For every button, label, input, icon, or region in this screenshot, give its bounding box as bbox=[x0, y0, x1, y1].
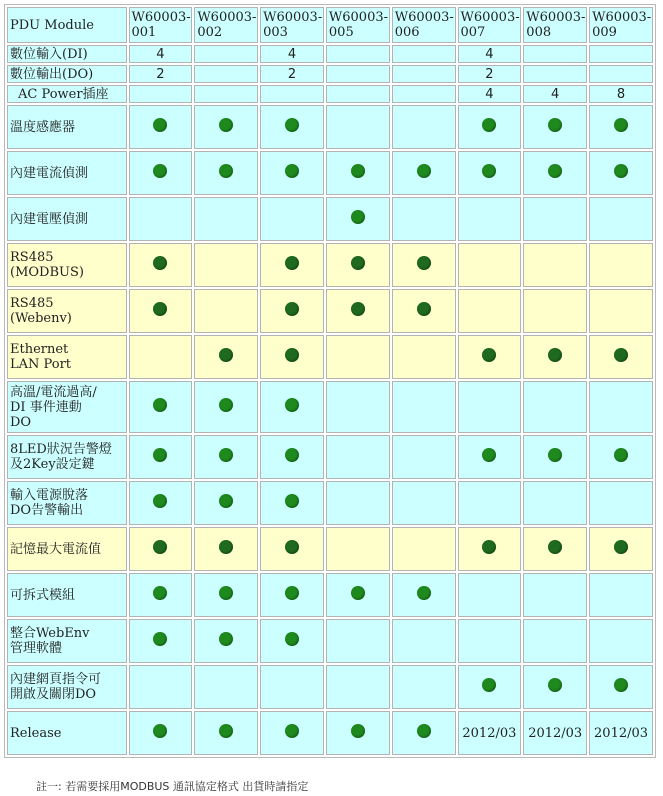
filled-circle-icon bbox=[153, 256, 167, 270]
feature-row bbox=[7, 711, 653, 755]
supported-cell bbox=[260, 289, 324, 333]
filled-circle-icon bbox=[285, 494, 299, 508]
filled-circle-icon bbox=[614, 164, 628, 178]
filled-circle-icon bbox=[351, 164, 365, 178]
filled-circle-icon bbox=[153, 494, 167, 508]
model-header-w60003-002: W60003-002 bbox=[194, 7, 258, 43]
empty-cell bbox=[458, 481, 522, 525]
release-date-cell: 2012/03 bbox=[589, 711, 653, 755]
filled-circle-icon bbox=[153, 118, 167, 132]
supported-cell bbox=[129, 573, 193, 617]
feature-label: AC Power插座 bbox=[7, 85, 127, 103]
empty-cell bbox=[326, 105, 390, 149]
release-date-cell: 2012/03 bbox=[458, 711, 522, 755]
empty-cell bbox=[458, 381, 522, 433]
empty-cell bbox=[260, 665, 324, 709]
filled-circle-icon bbox=[285, 632, 299, 646]
empty-cell bbox=[589, 243, 653, 287]
empty-cell bbox=[129, 197, 193, 241]
supported-cell bbox=[194, 381, 258, 433]
supported-cell bbox=[260, 619, 324, 663]
empty-cell bbox=[326, 435, 390, 479]
supported-cell bbox=[194, 619, 258, 663]
filled-circle-icon bbox=[153, 724, 167, 738]
filled-circle-icon bbox=[285, 164, 299, 178]
supported-cell bbox=[194, 527, 258, 571]
value-cell: 4 bbox=[458, 45, 522, 63]
filled-circle-icon bbox=[153, 164, 167, 178]
filled-circle-icon bbox=[219, 448, 233, 462]
empty-cell bbox=[392, 665, 456, 709]
filled-circle-icon bbox=[153, 586, 167, 600]
filled-circle-icon bbox=[417, 256, 431, 270]
feature-row bbox=[7, 243, 653, 287]
supported-cell bbox=[523, 105, 587, 149]
supported-cell bbox=[589, 151, 653, 195]
empty-cell bbox=[392, 197, 456, 241]
supported-cell bbox=[260, 711, 324, 755]
empty-cell bbox=[326, 481, 390, 525]
value-cell: 2 bbox=[260, 65, 324, 83]
model-header-w60003-008: W60003-008 bbox=[523, 7, 587, 43]
filled-circle-icon bbox=[219, 540, 233, 554]
supported-cell bbox=[260, 151, 324, 195]
supported-cell bbox=[523, 435, 587, 479]
feature-label: RS485 (MODBUS) bbox=[7, 243, 127, 287]
empty-cell bbox=[129, 85, 193, 103]
empty-cell bbox=[589, 65, 653, 83]
feature-label: 數位輸出(DO) bbox=[7, 65, 127, 83]
feature-label: 整合WebEnv 管理軟體 bbox=[7, 619, 127, 663]
feature-label: 高溫/電流過高/ DI 事件連動 DO bbox=[7, 381, 127, 433]
empty-cell bbox=[129, 335, 193, 379]
empty-cell bbox=[326, 619, 390, 663]
model-header-w60003-007: W60003-007 bbox=[458, 7, 522, 43]
filled-circle-icon bbox=[285, 256, 299, 270]
supported-cell bbox=[129, 105, 193, 149]
supported-cell bbox=[194, 335, 258, 379]
empty-cell bbox=[194, 65, 258, 83]
feature-row bbox=[7, 289, 653, 333]
supported-cell bbox=[260, 105, 324, 149]
filled-circle-icon bbox=[548, 164, 562, 178]
supported-cell bbox=[589, 665, 653, 709]
supported-cell bbox=[326, 243, 390, 287]
filled-circle-icon bbox=[417, 586, 431, 600]
filled-circle-icon bbox=[548, 678, 562, 692]
footnote: 註一: 若需要採用MODBUS 通訊協定格式 出貨時請指定 bbox=[36, 780, 309, 793]
filled-circle-icon bbox=[614, 118, 628, 132]
feature-row bbox=[7, 527, 653, 571]
empty-cell bbox=[326, 45, 390, 63]
supported-cell bbox=[458, 665, 522, 709]
supported-cell bbox=[260, 527, 324, 571]
filled-circle-icon bbox=[153, 448, 167, 462]
filled-circle-icon bbox=[417, 302, 431, 316]
empty-cell bbox=[194, 665, 258, 709]
supported-cell bbox=[260, 243, 324, 287]
filled-circle-icon bbox=[285, 448, 299, 462]
empty-cell bbox=[523, 619, 587, 663]
value-cell: 4 bbox=[260, 45, 324, 63]
supported-cell bbox=[392, 151, 456, 195]
filled-circle-icon bbox=[285, 586, 299, 600]
empty-cell bbox=[589, 381, 653, 433]
supported-cell bbox=[392, 289, 456, 333]
empty-cell bbox=[194, 45, 258, 63]
value-cell: 4 bbox=[458, 85, 522, 103]
filled-circle-icon bbox=[285, 724, 299, 738]
feature-label: 內建電壓偵測 bbox=[7, 197, 127, 241]
filled-circle-icon bbox=[548, 448, 562, 462]
value-cell: 2 bbox=[458, 65, 522, 83]
feature-row bbox=[7, 45, 653, 63]
supported-cell bbox=[458, 527, 522, 571]
supported-cell bbox=[589, 435, 653, 479]
value-cell: 2 bbox=[129, 65, 193, 83]
supported-cell bbox=[194, 711, 258, 755]
supported-cell bbox=[523, 151, 587, 195]
supported-cell bbox=[458, 335, 522, 379]
empty-cell bbox=[392, 45, 456, 63]
empty-cell bbox=[326, 65, 390, 83]
filled-circle-icon bbox=[548, 348, 562, 362]
empty-cell bbox=[523, 481, 587, 525]
pdu-spec-table bbox=[4, 4, 656, 758]
supported-cell bbox=[458, 435, 522, 479]
filled-circle-icon bbox=[219, 586, 233, 600]
empty-cell bbox=[260, 85, 324, 103]
supported-cell bbox=[129, 381, 193, 433]
empty-cell bbox=[260, 197, 324, 241]
empty-cell bbox=[392, 381, 456, 433]
model-header-w60003-005: W60003-005 bbox=[326, 7, 390, 43]
filled-circle-icon bbox=[482, 118, 496, 132]
feature-row bbox=[7, 665, 653, 709]
filled-circle-icon bbox=[153, 398, 167, 412]
empty-cell bbox=[129, 665, 193, 709]
filled-circle-icon bbox=[219, 494, 233, 508]
filled-circle-icon bbox=[351, 724, 365, 738]
release-date-cell: 2012/03 bbox=[523, 711, 587, 755]
filled-circle-icon bbox=[417, 724, 431, 738]
filled-circle-icon bbox=[351, 586, 365, 600]
filled-circle-icon bbox=[153, 302, 167, 316]
empty-cell bbox=[326, 335, 390, 379]
supported-cell bbox=[392, 711, 456, 755]
feature-label: 溫度感應器 bbox=[7, 105, 127, 149]
filled-circle-icon bbox=[219, 164, 233, 178]
empty-cell bbox=[326, 381, 390, 433]
filled-circle-icon bbox=[351, 210, 365, 224]
empty-cell bbox=[589, 573, 653, 617]
empty-cell bbox=[392, 481, 456, 525]
feature-label: 記憶最大電流值 bbox=[7, 527, 127, 571]
filled-circle-icon bbox=[417, 164, 431, 178]
supported-cell bbox=[260, 481, 324, 525]
supported-cell bbox=[523, 665, 587, 709]
empty-cell bbox=[392, 85, 456, 103]
feature-label: 輸入電源脫落 DO告警輸出 bbox=[7, 481, 127, 525]
supported-cell bbox=[589, 105, 653, 149]
supported-cell bbox=[129, 243, 193, 287]
header-label: PDU Module bbox=[7, 7, 127, 43]
model-header-w60003-001: W60003-001 bbox=[129, 7, 193, 43]
supported-cell bbox=[260, 335, 324, 379]
filled-circle-icon bbox=[219, 632, 233, 646]
feature-label: Release bbox=[7, 711, 127, 755]
feature-row bbox=[7, 197, 653, 241]
supported-cell bbox=[326, 573, 390, 617]
filled-circle-icon bbox=[285, 348, 299, 362]
supported-cell bbox=[326, 151, 390, 195]
filled-circle-icon bbox=[614, 448, 628, 462]
filled-circle-icon bbox=[482, 448, 496, 462]
empty-cell bbox=[523, 289, 587, 333]
supported-cell bbox=[458, 105, 522, 149]
header-row bbox=[7, 7, 653, 43]
feature-row bbox=[7, 151, 653, 195]
empty-cell bbox=[458, 289, 522, 333]
feature-label: RS485 (Webenv) bbox=[7, 289, 127, 333]
feature-label: 內建網頁指令可 開啟及關閉DO bbox=[7, 665, 127, 709]
filled-circle-icon bbox=[351, 302, 365, 316]
empty-cell bbox=[458, 243, 522, 287]
filled-circle-icon bbox=[614, 678, 628, 692]
feature-row bbox=[7, 619, 653, 663]
supported-cell bbox=[523, 527, 587, 571]
empty-cell bbox=[392, 435, 456, 479]
supported-cell bbox=[129, 527, 193, 571]
filled-circle-icon bbox=[482, 164, 496, 178]
empty-cell bbox=[194, 85, 258, 103]
empty-cell bbox=[194, 243, 258, 287]
supported-cell bbox=[260, 381, 324, 433]
empty-cell bbox=[326, 527, 390, 571]
filled-circle-icon bbox=[153, 540, 167, 554]
filled-circle-icon bbox=[482, 678, 496, 692]
empty-cell bbox=[589, 197, 653, 241]
supported-cell bbox=[260, 573, 324, 617]
filled-circle-icon bbox=[219, 118, 233, 132]
supported-cell bbox=[326, 289, 390, 333]
empty-cell bbox=[326, 665, 390, 709]
empty-cell bbox=[458, 619, 522, 663]
supported-cell bbox=[129, 711, 193, 755]
filled-circle-icon bbox=[548, 540, 562, 554]
filled-circle-icon bbox=[351, 256, 365, 270]
feature-row bbox=[7, 105, 653, 149]
feature-row bbox=[7, 573, 653, 617]
empty-cell bbox=[589, 289, 653, 333]
empty-cell bbox=[392, 105, 456, 149]
supported-cell bbox=[129, 435, 193, 479]
value-cell: 4 bbox=[523, 85, 587, 103]
supported-cell bbox=[523, 335, 587, 379]
feature-row bbox=[7, 381, 653, 433]
empty-cell bbox=[392, 65, 456, 83]
filled-circle-icon bbox=[285, 118, 299, 132]
supported-cell bbox=[194, 435, 258, 479]
empty-cell bbox=[523, 65, 587, 83]
supported-cell bbox=[194, 151, 258, 195]
supported-cell bbox=[326, 197, 390, 241]
supported-cell bbox=[129, 289, 193, 333]
feature-row bbox=[7, 435, 653, 479]
model-header-w60003-003: W60003-003 bbox=[260, 7, 324, 43]
filled-circle-icon bbox=[614, 348, 628, 362]
filled-circle-icon bbox=[219, 724, 233, 738]
feature-row bbox=[7, 85, 653, 103]
supported-cell bbox=[392, 243, 456, 287]
filled-circle-icon bbox=[482, 540, 496, 554]
empty-cell bbox=[523, 243, 587, 287]
supported-cell bbox=[129, 151, 193, 195]
filled-circle-icon bbox=[285, 540, 299, 554]
empty-cell bbox=[392, 619, 456, 663]
feature-label: Ethernet LAN Port bbox=[7, 335, 127, 379]
supported-cell bbox=[129, 481, 193, 525]
model-header-w60003-006: W60003-006 bbox=[392, 7, 456, 43]
empty-cell bbox=[458, 197, 522, 241]
empty-cell bbox=[589, 619, 653, 663]
filled-circle-icon bbox=[219, 398, 233, 412]
empty-cell bbox=[589, 45, 653, 63]
supported-cell bbox=[392, 573, 456, 617]
supported-cell bbox=[194, 105, 258, 149]
model-header-w60003-009: W60003-009 bbox=[589, 7, 653, 43]
feature-row bbox=[7, 481, 653, 525]
feature-row bbox=[7, 65, 653, 83]
feature-label: 8LED狀況告警燈 及2Key設定鍵 bbox=[7, 435, 127, 479]
empty-cell bbox=[589, 481, 653, 525]
value-cell: 4 bbox=[129, 45, 193, 63]
empty-cell bbox=[194, 289, 258, 333]
feature-label: 內建電流偵測 bbox=[7, 151, 127, 195]
feature-label: 可拆式模組 bbox=[7, 573, 127, 617]
empty-cell bbox=[523, 381, 587, 433]
supported-cell bbox=[194, 573, 258, 617]
supported-cell bbox=[129, 619, 193, 663]
supported-cell bbox=[458, 151, 522, 195]
empty-cell bbox=[392, 335, 456, 379]
filled-circle-icon bbox=[482, 348, 496, 362]
empty-cell bbox=[392, 527, 456, 571]
empty-cell bbox=[523, 45, 587, 63]
empty-cell bbox=[326, 85, 390, 103]
empty-cell bbox=[458, 573, 522, 617]
supported-cell bbox=[589, 527, 653, 571]
empty-cell bbox=[523, 197, 587, 241]
supported-cell bbox=[194, 481, 258, 525]
supported-cell bbox=[260, 435, 324, 479]
filled-circle-icon bbox=[285, 398, 299, 412]
supported-cell bbox=[589, 335, 653, 379]
filled-circle-icon bbox=[153, 632, 167, 646]
filled-circle-icon bbox=[614, 540, 628, 554]
value-cell: 8 bbox=[589, 85, 653, 103]
empty-cell bbox=[194, 197, 258, 241]
feature-row bbox=[7, 335, 653, 379]
filled-circle-icon bbox=[285, 302, 299, 316]
filled-circle-icon bbox=[548, 118, 562, 132]
supported-cell bbox=[326, 711, 390, 755]
empty-cell bbox=[523, 573, 587, 617]
filled-circle-icon bbox=[219, 348, 233, 362]
feature-label: 數位輸入(DI) bbox=[7, 45, 127, 63]
